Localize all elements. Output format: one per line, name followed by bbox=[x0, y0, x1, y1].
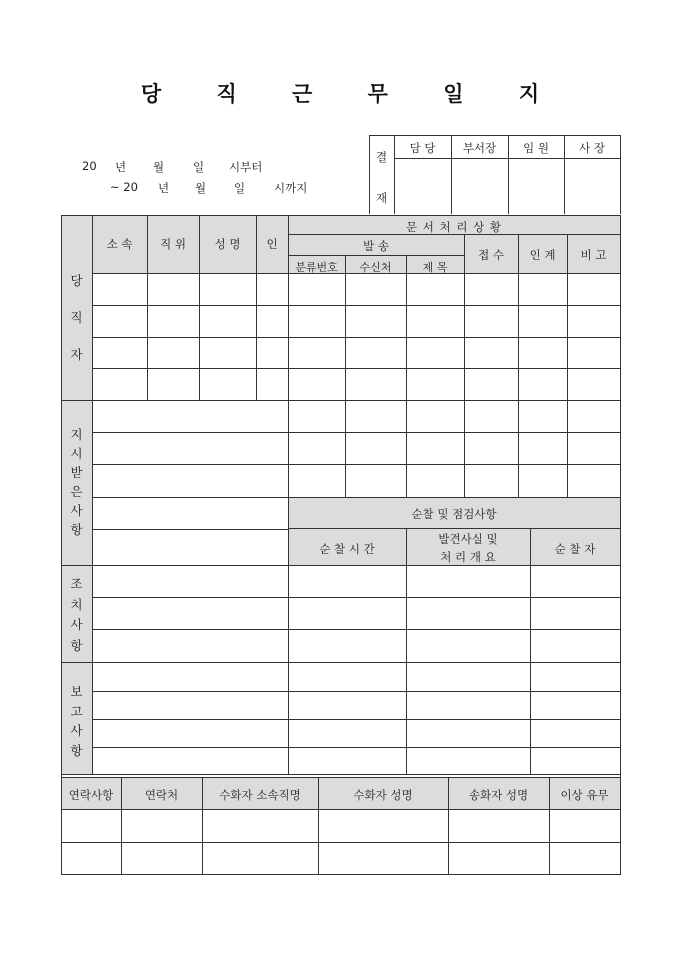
actions-side-label: 조 치 사 항 bbox=[70, 576, 83, 653]
docs-col-handover: 인 계 bbox=[529, 248, 556, 262]
docs-col-subject: 제 목 bbox=[422, 261, 448, 274]
approval-col-executive: 임 원 bbox=[523, 141, 549, 155]
contact-col-anomaly: 이상 유무 bbox=[560, 788, 609, 802]
docs-title: 문 서 처 리 상 황 bbox=[406, 220, 502, 234]
approval-label-top: 결 bbox=[376, 150, 388, 164]
duty-col-position: 직 위 bbox=[160, 237, 186, 251]
patrol-col-findings-2: 처 리 개 요 bbox=[440, 550, 496, 564]
contact-col-number: 연락처 bbox=[144, 788, 179, 802]
period-to-il: 일 bbox=[234, 181, 246, 195]
period-from-il: 일 bbox=[193, 160, 205, 174]
period-to-suffix: 시까지 bbox=[274, 181, 308, 195]
duty-col-affiliation: 소 속 bbox=[106, 237, 133, 251]
contact-col-receiver-dept: 수화자 소속직명 bbox=[219, 788, 301, 802]
duty-col-name: 성 명 bbox=[214, 237, 241, 251]
contact-col-matter: 연락사항 bbox=[68, 788, 114, 802]
instructions-side-label: 지 시 받 은 사 항 bbox=[70, 427, 83, 537]
docs-col-remarks: 비 고 bbox=[580, 248, 607, 262]
patrol-col-time: 순 찰 시 간 bbox=[319, 542, 375, 556]
contact-col-caller-name: 송화자 성명 bbox=[468, 788, 529, 802]
docs-col-class-no: 분류번호 bbox=[295, 261, 338, 274]
period-to-year: ~ 20 bbox=[110, 180, 138, 194]
duty-col-seal: 인 bbox=[266, 237, 278, 251]
period-from-suffix: 시부터 bbox=[229, 160, 263, 174]
reports-side-label: 보 고 사 항 bbox=[70, 684, 83, 758]
period-from-nyeon: 년 bbox=[115, 160, 127, 174]
approval-col-dept-head: 부서장 bbox=[462, 141, 497, 155]
period-to-nyeon: 년 bbox=[158, 181, 170, 195]
period-from-wol: 월 bbox=[153, 160, 165, 174]
patrol-col-patroller: 순 찰 자 bbox=[554, 542, 596, 556]
period-to-wol: 월 bbox=[195, 181, 207, 195]
approval-col-manager: 담 당 bbox=[409, 141, 436, 155]
docs-send-label: 발 송 bbox=[363, 239, 389, 253]
approval-col-president: 사 장 bbox=[579, 141, 605, 155]
duty-side-label: 당 직 자 bbox=[70, 273, 83, 362]
docs-col-receipt: 접 수 bbox=[478, 248, 504, 262]
approval-label-bottom: 재 bbox=[376, 191, 388, 205]
patrol-col-findings-1: 발견사실 및 bbox=[438, 532, 498, 546]
period-from-year: 20 bbox=[82, 159, 97, 173]
patrol-title: 순찰 및 점검사항 bbox=[411, 507, 497, 521]
docs-col-recipient: 수신처 bbox=[359, 261, 392, 274]
contact-col-receiver-name: 수화자 성명 bbox=[353, 788, 413, 802]
page-title: 당 직 근 무 일 지 bbox=[140, 81, 564, 106]
